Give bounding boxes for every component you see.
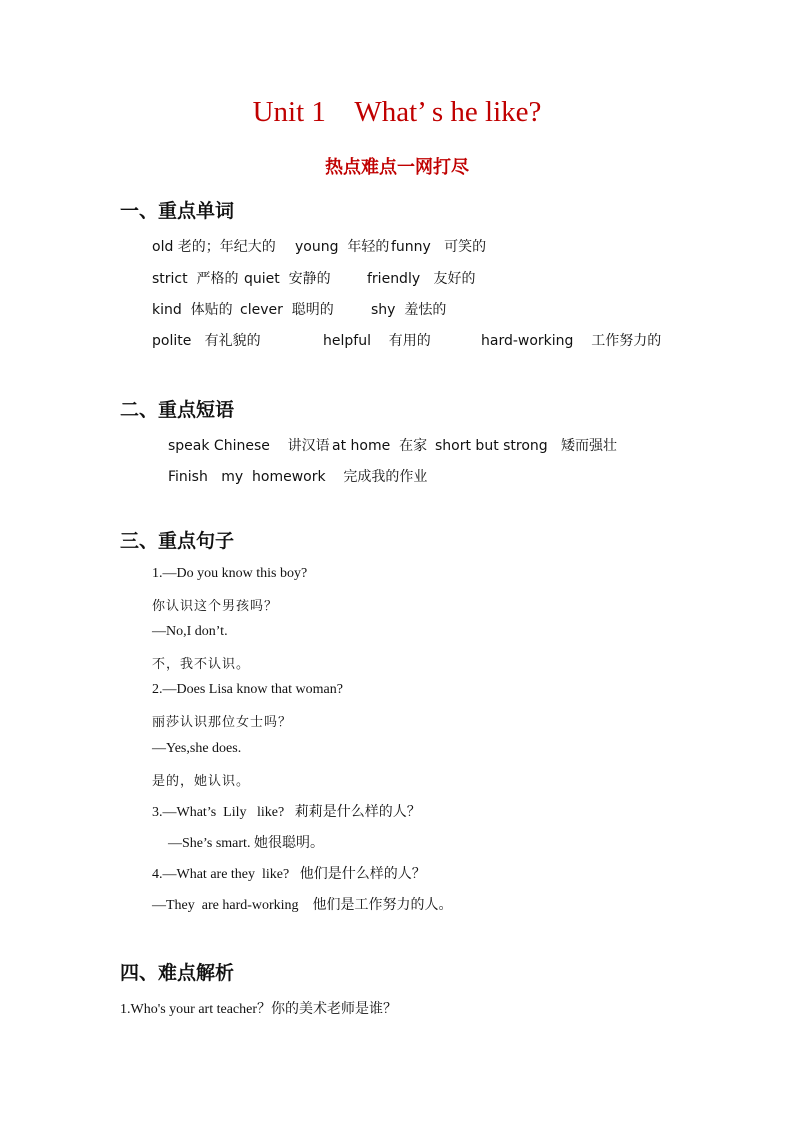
sentence-line: —She’s smart. 她很聪明。 <box>168 836 324 851</box>
phrase-item: speak Chinese 讲汉语 <box>168 438 330 454</box>
word-item: clever 聪明的 <box>240 302 334 318</box>
word-item: friendly 友好的 <box>367 271 476 287</box>
sentence-line: 1.—Do you know this boy? <box>152 566 308 581</box>
sentence-translation: 不，我不认识。 <box>152 657 251 672</box>
document-title: Unit 1 What’ s he like? <box>252 96 542 128</box>
word-item: shy 羞怯的 <box>371 302 447 318</box>
word-row <box>152 299 446 319</box>
document-subtitle: 热点难点一网打尽 <box>325 157 469 178</box>
section-heading-phrases: 二、重点短语 <box>120 399 235 421</box>
sentence-translation: 丽莎认识那位女士吗？ <box>152 715 293 730</box>
sentence-translation: 你认识这个男孩吗？ <box>152 599 279 614</box>
word-item: hard-working 工作努力的 <box>481 333 662 349</box>
sentence-line: —They are hard-working 他们是工作努力的人。 <box>152 898 453 913</box>
section-heading-analysis: 四、难点解析 <box>120 962 235 984</box>
sentence-line: 3.—What’s Lily like? 莉莉是什么样的人？ <box>152 805 421 820</box>
word-item: young 年轻的 <box>295 239 390 255</box>
phrase-row <box>168 435 617 455</box>
word-item: old 老的；年纪大的 <box>152 239 276 255</box>
sentence-line: —No,I don’t. <box>152 624 228 639</box>
word-item: funny 可笑的 <box>391 239 487 255</box>
word-item: helpful 有用的 <box>323 333 431 349</box>
section-heading-words: 一、重点单词 <box>120 200 235 222</box>
word-item: polite 有礼貌的 <box>152 333 261 349</box>
phrase-item: short but strong 矮而强壮 <box>435 438 618 454</box>
word-row <box>152 236 486 256</box>
sentence-line: —Yes,she does. <box>152 741 242 756</box>
phrase-row <box>168 466 427 486</box>
sentence-translation: 是的，她认识。 <box>152 774 251 789</box>
phrase-item: Finish my homework 完成我的作业 <box>168 469 428 485</box>
section-heading-sentences: 三、重点句子 <box>120 530 235 552</box>
word-row <box>152 268 475 288</box>
word-item: kind 体贴的 <box>152 302 233 318</box>
word-row <box>152 330 661 350</box>
sentence-line: 4.—What are they like? 他们是什么样的人？ <box>152 867 426 882</box>
word-item: quiet 安静的 <box>244 271 331 287</box>
sentence-line: 2.—Does Lisa know that woman? <box>152 682 343 697</box>
analysis-line: 1.Who's your art teacher？你的美术老师是谁？ <box>120 1002 398 1017</box>
phrase-item: at home 在家 <box>332 438 428 454</box>
word-item: strict 严格的 <box>152 271 239 287</box>
